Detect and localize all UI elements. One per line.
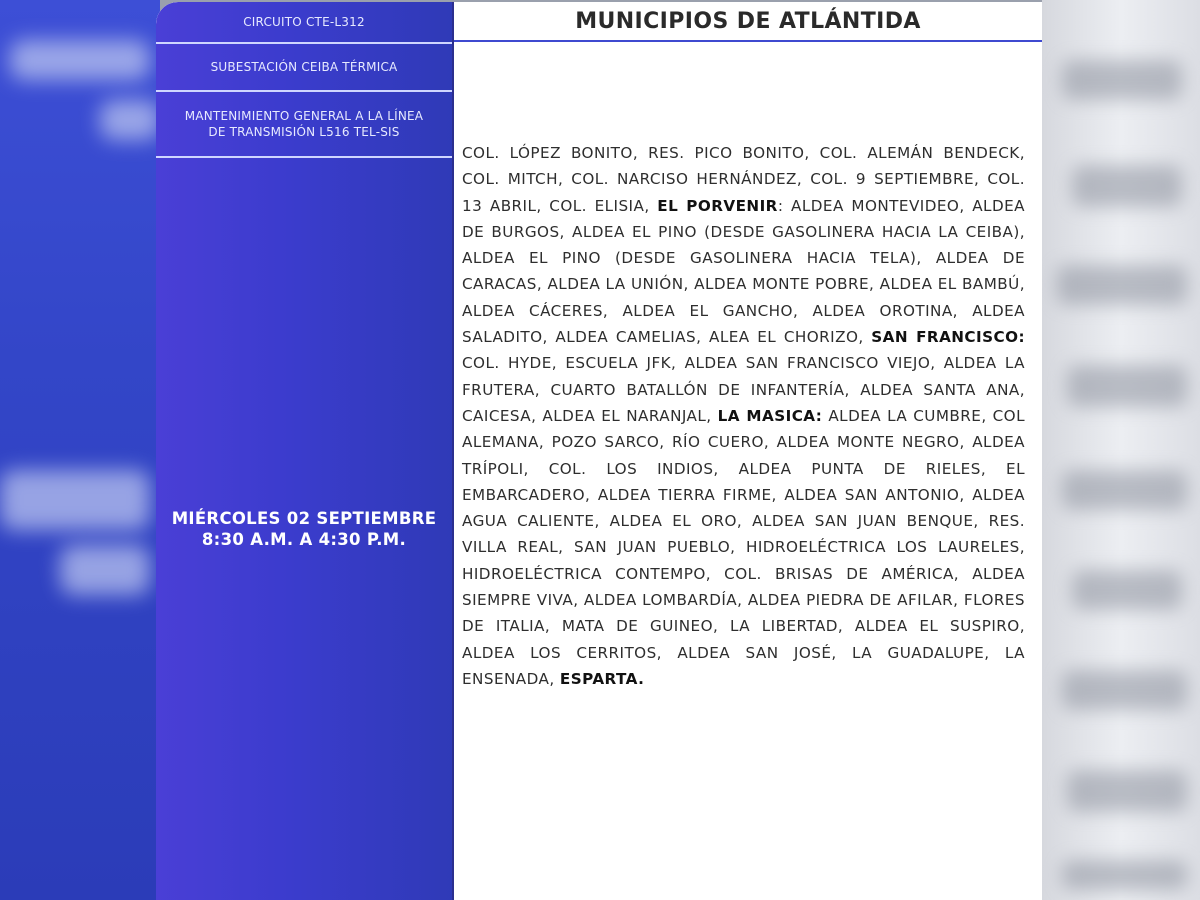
areas-column: [454, 2, 1042, 900]
circuit-label: [156, 2, 452, 44]
maintenance-text-line1: MANTENIMIENTO GENERAL A LA LÍNEA: [184, 109, 424, 123]
areas-segment-1: COL. LÓPEZ BONITO, RES. PICO BONITO, COL. ALEMÁN BENDECK, COL. MITCH, COL. NARCISO HERNÁNDEZ, COL. 9 SEPTIEMBRE, COL. 13 ABRIL, COL. ELISIA,: [462, 144, 1025, 215]
areas-segment-4: ALDEA LA CUMBRE, COL ALEMANA, POZO SARCO, RÍO CUERO, ALDEA MONTE NEGRO, ALDEA TRÍPOLI, COL. LOS INDIOS, ALDEA PUNTA DE RIELES, EL EMBARCADERO, ALDEA TIERRA FIRME, ALDEA SAN ANTONIO, ALDEA AGUA CALIENTE, ALDEA EL ORO, ALDEA SAN JUAN BENQUE, RES. VILLA REAL, SAN JUAN PUEBLO, HIDROELÉCTRICA LOS LAURELES, HIDROELÉCTRICA CONTEMPO, COL. BRISAS DE AMÉRICA, ALDEA SIEMPRE VIVA, ALDEA LOMBARDÍA, ALDEA PIEDRA DE AFILAR, FLORES DE ITALIA, MATA DE GUINEO, LA LIBERTAD, ALDEA EL SUSPIRO, ALDEA LOS CERRITOS, ALDEA SAN JOSÉ, LA GUADALUPE, LA ENSENADA,: [462, 406, 1026, 688]
areas-segment-2: : ALDEA MONTEVIDEO, ALDEA DE BURGOS, ALDEA EL PINO (DESDE GASOLINERA HACIA LA CEIBA), ALDEA EL PINO (DESDE GASOLINERA HACIA TELA), ALDEA DE CARACAS, ALDEA LA UNIÓN, ALDEA MONTE POBRE, ALDEA EL BAMBÚ, ALDEA CÁCERES, ALDEA EL GANCHO, ALDEA OROTINA, ALDEA SALADITO, ALDEA CAMELIAS, ALEA EL CHORIZO,: [462, 196, 1026, 347]
schedule-date-cell: [156, 158, 452, 900]
page-title: MUNICIPIOS DE ATLÁNTIDA: [454, 2, 1042, 42]
outage-schedule-card: [156, 2, 1042, 900]
substation-text: SUBESTACIÓN CEIBA TÉRMICA: [210, 60, 398, 74]
schedule-time: 8:30 A.M. A 4:30 P.M.: [201, 530, 407, 549]
schedule-date: MIÉRCOLES 02 SEPTIEMBRE: [171, 509, 437, 528]
blurred-background-left: [0, 0, 160, 900]
maintenance-text-line2: DE TRANSMISIÓN L516 TEL-SIS: [208, 125, 400, 139]
municipality-la-masica: LA MASICA:: [717, 406, 823, 425]
blurred-background-right: [1042, 0, 1200, 900]
affected-areas-text: [462, 140, 1025, 692]
substation-label: [156, 44, 452, 92]
schedule-info-column: [156, 2, 452, 900]
municipality-esparta: ESPARTA.: [559, 669, 645, 688]
municipality-san-francisco: SAN FRANCISCO:: [871, 328, 1026, 347]
municipality-el-porvenir: EL PORVENIR: [657, 196, 778, 215]
maintenance-label: [156, 92, 452, 158]
circuit-text: CIRCUITO CTE-L312: [243, 15, 365, 29]
areas-segment-3: COL. HYDE, ESCUELA JFK, ALDEA SAN FRANCISCO VIEJO, ALDEA LA FRUTERA, CUARTO BATALLÓN DE INFANTERÍA, ALDEA SANTA ANA, CAICESA, ALDEA EL NARANJAL,: [462, 354, 1025, 425]
